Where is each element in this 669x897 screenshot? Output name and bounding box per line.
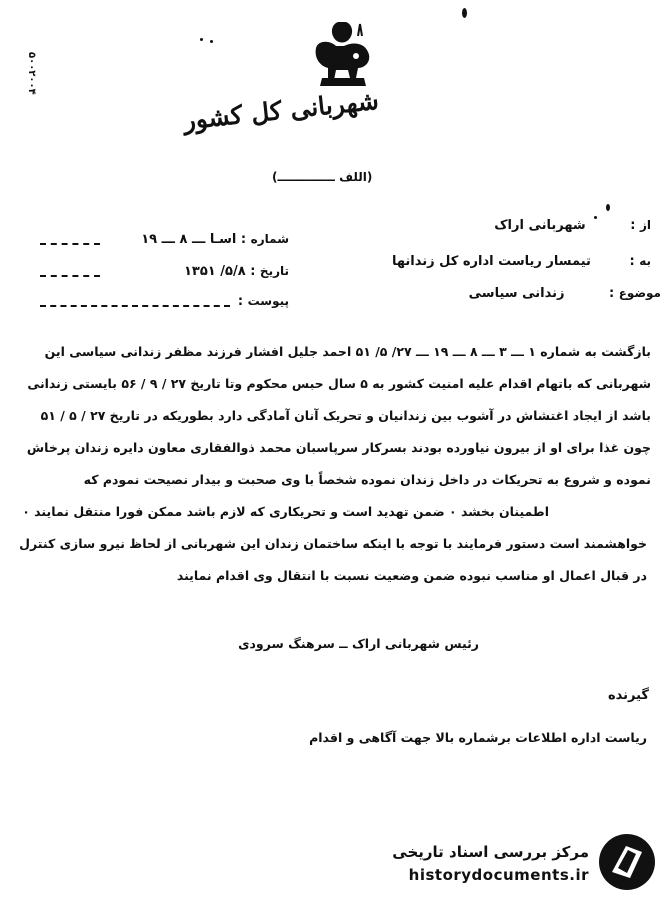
from-value: شهربانی اراک <box>494 218 586 233</box>
footer-url[interactable]: historydocuments.ir <box>408 866 589 884</box>
subject-row: موضوع : زندانی سیاسی <box>468 286 661 301</box>
body-line: بازگشت به شماره ۱ ـــ ۳ ـــ ۸ ـــ ۱۹ ـــ ۲۷/ ۵/ ۵۱ احمد جلیل افشار فرزند مظفر زندانی سیاسی این <box>44 344 651 359</box>
scan-speck <box>200 38 203 41</box>
number-dashes <box>40 242 100 245</box>
lion-and-sun-emblem <box>308 18 378 90</box>
to-row: به : تیمسار ریاست اداره کل زندانها <box>391 254 651 269</box>
classification-label: (اللف ــــــــــــــ) <box>272 170 373 184</box>
footer-title: مرکز بررسی اسناد تاریخی <box>392 843 589 861</box>
subject-value: زندانی سیاسی <box>468 286 565 301</box>
scan-speck <box>606 204 610 211</box>
scan-speck <box>210 40 213 43</box>
body-line: خواهشمند است دستور فرمایند با توجه با اینکه ساختمان زندان این شهربانی از لحاظ نیرو سازی کنترل <box>19 536 647 551</box>
body-line: در قبال اعمال او مناسب نبوده ضمن وضعیت نسبت با انتقال وی اقدام نمایند <box>176 568 647 583</box>
to-value: تیمسار ریاست اداره کل زندانها <box>391 254 591 269</box>
signature-line: رئیس شهربانی اراک ــ سرهنگ سرودی <box>238 636 479 651</box>
organization-title: شهربانی کل کشور <box>181 85 380 136</box>
recipients-label: گیرنده <box>607 688 649 703</box>
attachment-row: پیوست : <box>237 294 289 309</box>
body-line: باشد از ایجاد اغتشاش در آشوب بین زندانیان و تحریک آنان آمادگی دارد بطوریکه در تاریخ ۲۷ / ۵ / ۵۱ <box>40 408 651 423</box>
scan-speck <box>462 8 467 18</box>
date-value: ۵/۸/ ۱۳۵۱ <box>184 264 246 279</box>
from-row: از : شهربانی اراک <box>494 218 651 233</box>
attachment-dashes <box>40 304 230 307</box>
number-row: شماره : اسـا ـــ ۸ ـــ ۱۹ <box>141 232 289 247</box>
attachment-label: پیوست <box>247 294 289 308</box>
body-line: نموده و شروع به تحریکات در داخل زندان نموده شخصاً با وی صحبت و بیدار نصیحت نمودم که <box>83 472 651 487</box>
subject-label: موضوع <box>618 286 661 300</box>
recipients-line: ریاست اداره اطلاعات برشماره بالا جهت آگاهی و اقدام <box>309 730 647 745</box>
number-label: شماره <box>250 232 289 246</box>
date-dashes <box>40 274 100 277</box>
date-label: تاریخ <box>259 264 289 278</box>
body-line: شهربانی که باتهام اقدام علیه امنیت کشور به ۵ سال حبس محکوم وتا تاریخ ۲۷ / ۹ / ۵۶ بایستی زندانی <box>27 376 651 391</box>
from-label: از <box>639 218 651 232</box>
to-label: به <box>639 254 651 268</box>
body-line: اطمینان بخشد ۰ ضمن تهدید است و تحریکاری که لازم باشد ممکن فورا منتقل نمایند ۰ <box>22 504 549 519</box>
number-value: اسـا ـــ ۸ ـــ ۱۹ <box>141 232 237 247</box>
margin-number: ۵۰۰۲۰۰۴ <box>26 52 37 95</box>
date-row: تاریخ : ۵/۸/ ۱۳۵۱ <box>184 264 289 279</box>
history-documents-logo <box>596 832 658 892</box>
body-line: چون غذا برای او از بیرون نیاورده بودند بسرکار سرپاسبان محمد ذوالفقاری معاون دایره زندان پرخاش <box>26 440 651 455</box>
